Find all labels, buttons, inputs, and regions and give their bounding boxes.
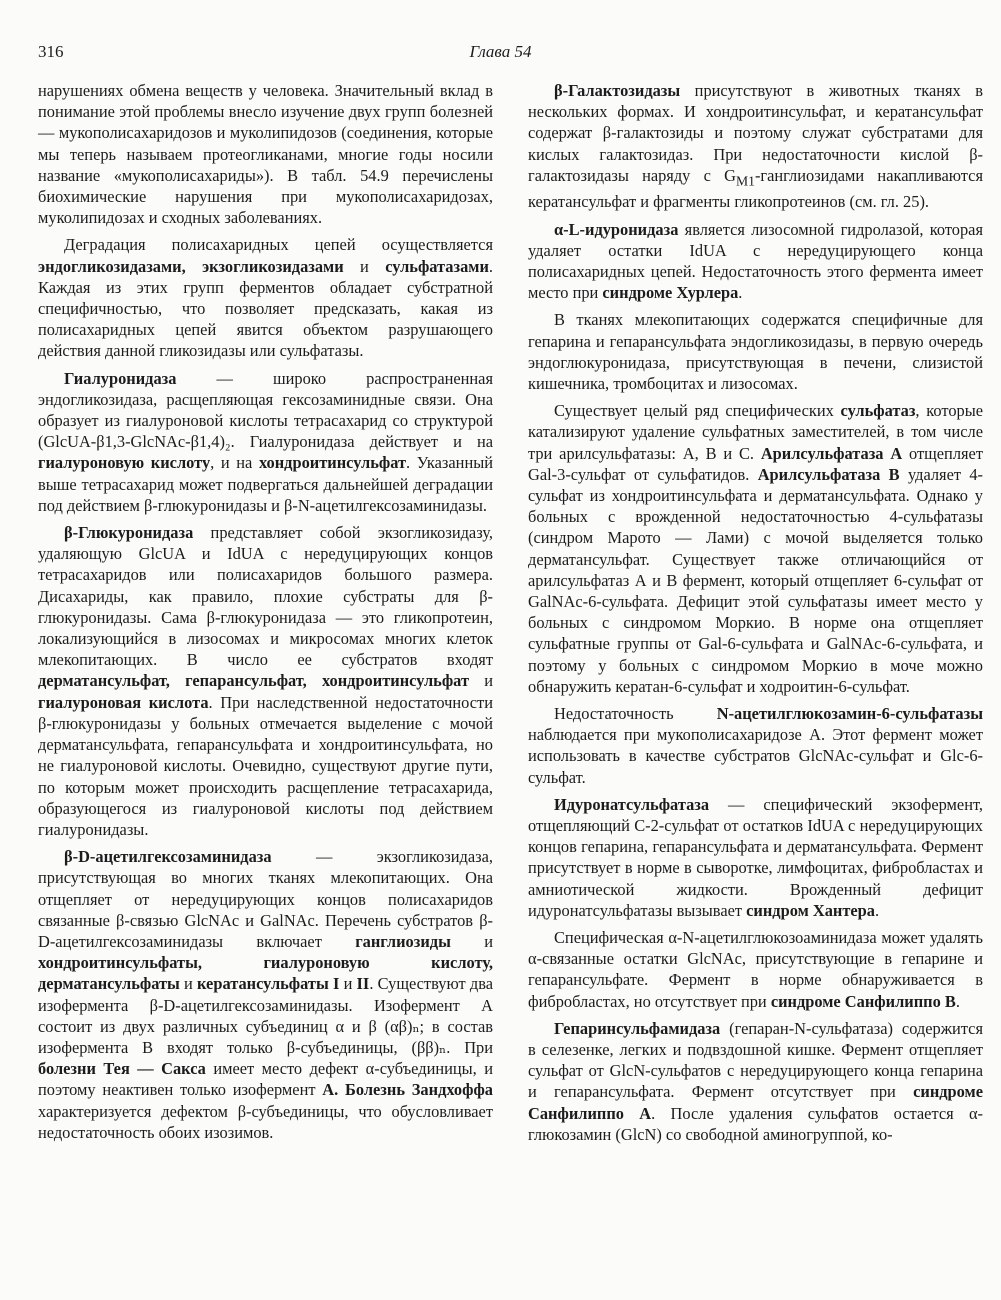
- paragraph: Гепаринсульфамидаза (гепаран-N-сульфатаза) содержится в селезенке, легких и подвздошной кишке. Фермент отщепляет сульфат от GlcN-сульфатов с нередуцирующего конца гепарина и гепарансульфата. Фермент отсутствует при синдроме Санфилиппо А. После удаления сульфатов остается α-глюкозамин (GlcN) со свободной аминогруппой, ко-: [528, 1018, 983, 1144]
- term-bold: синдроме Санфилиппо В: [770, 991, 956, 1011]
- term-bold: N-ацетилглюкозамин-6-сульфатазы: [716, 703, 983, 723]
- term-bold: β-Глюкуронидаза: [64, 523, 194, 543]
- paragraph: Гиалуронидаза — широко распространенная эндогликозидаза, расщепляющая гексозаминидные связи. Она образует из гиалуроновой кислоты тетрасахарид со структурой (GlcUA-β1,3-GlcNAc-β1,4)₂. Гиалуронидаза действует и на гиалуроновую кислоту, и на хондроитинсульфат. Указанный выше тетрасахарид может подвергаться дальнейшей деградации под действием β-глюкуронидазы и β-N-ацетилгексозаминидазы.: [38, 368, 493, 515]
- paragraph: β-Глюкуронидаза представляет собой экзогликозидазу, удаляющую GlcUA и IdUA с нередуцирующих концов тетрасахаридов или полисахаридов большого размера. Дисахариды, как правило, плохие субстраты для β-глюкуронидазы. Сама β-глюкуронидаза — это гликопротеин, локализующийся в лизосомах и микросомах многих клеток млекопитающих. В число ее субстратов входят дерматансульфат, гепарансульфат, хондроитинсульфат и гиалуроновая кислота. При наследственной недостаточности β-глюкуронидазы у больных отмечается выделение с мочой дерматансульфата, гепарансульфата и хондроитинсульфата, но не гиалуроновой кислоты. Очевидно, существуют другие пути, по которым может происходить расщепление тетрасахарида, образующегося из гиалуроновой кислоты под действием гиалуронидазы.: [38, 523, 493, 839]
- term-bold: хондроитинсульфат: [258, 453, 407, 473]
- term-bold: болезни Тея — Сакса: [38, 1059, 206, 1079]
- term-bold: хондроитинсульфаты, гиалуроновую кислоту, дерматансульфаты: [38, 953, 493, 994]
- term-bold: дерматансульфат, гепарансульфат, хондроитинсульфат: [38, 671, 470, 691]
- paragraph: β-Галактозидазы присутствуют в животных тканях в нескольких формах. И хондроитинсульфат, и кератансульфат содержат β-галактозиды и поэтому служат субстратами для кислых галактозидаз. При недостаточности кислой β-галактозидазы наряду с $G_{M1}$-ганглиозидами накапливаются кератансульфат и фрагменты гликопротеинов (см. гл. 25).: [528, 81, 983, 212]
- term-bold: β-Галактозидазы: [554, 81, 681, 100]
- paragraph: Недостаточность N-ацетилглюкозамин-6-сульфатазы наблюдается при мукополисахаридозе А. Этот фермент может использовать в качестве субстратов GlcNAc-сульфат и Glc-6-сульфат.: [528, 703, 983, 787]
- left-column: [38, 80, 493, 1149]
- term-bold: кератансульфаты I: [197, 974, 340, 994]
- paragraph: Идуронатсульфатаза — специфический экзофермент, отщепляющий С-2-сульфат от остатков IdUA с нередуцирующих концов гепарина, гепарансульфата и дерматансульфата. Фермент присутствует в норме в сыворотке, лимфоцитах, фибробластах и амниотической жидкости. Врожденный дефицит идуронатсульфатазы вызывает синдром Хантера.: [528, 794, 983, 920]
- term-bold: β-D-ацетилгексозаминидаза: [64, 847, 272, 867]
- paragraph: β-D-ацетилгексозаминидаза — экзогликозидаза, присутствующая во многих тканях млекопитающих. Она отщепляет от нередуцирующих концов полисахаридов связанные β-связью GlcNAc и GalNAc. Перечень субстратов β-D-ацетилгексозаминидазы включает ганглиозиды и хондроитинсульфаты, гиалуроновую кислоту, дерматансульфаты и кератансульфаты I и II. Существуют два изофермента β-D-ацетилгексозаминидазы. Изофермент А состоит из двух различных субъединиц α и β (αβ)ₙ; в состав изофермента В входят только β-субъединицы, (ββ)ₙ. При болезни Тея — Сакса имеет место дефект α-субъединицы, и поэтому неактивен только изофермент А. Болезнь Зандхоффа характеризуется дефектом β-субъединицы, что обусловливает недостаточность обоих изозимов.: [38, 847, 493, 1142]
- right-column: [528, 80, 983, 1151]
- paragraph: Специфическая α-N-ацетилглюкозоаминидаза может удалять α-связанные остатки GlcNAc, присутствующие в гепарине и гепарансульфате. Фермент в норме обнаруживается в фибробластах, но отсутствует при синдроме Санфилиппо В.: [528, 928, 983, 1011]
- term-bold: синдроме Хурлера: [602, 283, 739, 303]
- page-number: 316: [38, 42, 64, 61]
- page-header: [0, 42, 1001, 66]
- term-bold: гиалуроновую кислоту: [38, 453, 211, 473]
- running-title: Глава 54: [469, 42, 532, 61]
- paragraph: α-L-идуронидаза является лизосомной гидролазой, которая удаляет остатки IdUA с нередуцирующего конца полисахаридных цепей. Недостаточность этого фермента имеет место при синдроме Хурлера.: [528, 219, 983, 303]
- term-bold: Арилсульфатаза В: [757, 464, 900, 484]
- term-bold: А. Болезнь Зандхоффа: [322, 1080, 493, 1100]
- term-bold: II: [356, 974, 370, 994]
- term-bold: Идуронатсульфатаза: [554, 794, 710, 814]
- paragraph: Деградация полисахаридных цепей осуществляется эндогликозидазами, экзогликозидазами и сульфатазами. Каждая из этих групп ферментов обладает субстратной специфичностью, что позволяет предсказать, какая из полисахаридных цепей явится объектом разрушающего действия данной гликозидазы или сульфатазы.: [38, 235, 494, 361]
- term-bold: Арилсульфатаза А: [760, 443, 903, 463]
- term-bold: гиалуроновая кислота: [38, 692, 209, 712]
- term-bold: Гепаринсульфамидаза: [554, 1018, 721, 1038]
- term-bold: ганглиозиды: [355, 931, 451, 951]
- term-bold: Гиалуронидаза: [64, 368, 177, 388]
- term-bold: синдроме Санфилиппо А: [528, 1082, 983, 1123]
- term-bold: эндогликозидазами, экзогликозидазами: [38, 256, 344, 276]
- term-bold: сульфатаз: [840, 401, 916, 421]
- term-bold: сульфатазами: [385, 256, 489, 276]
- paragraph: нарушениях обмена веществ у человека. Значительный вклад в понимание этой проблемы внесло изучение двух групп болезней — мукополисахаридозов и муколипидозов (соединения, которые мы теперь называем протеогликанами, многие годы носили название «мукополисахариды»). В табл. 54.9 перечислены биохимические нарушения при мукополисахаридозах, муколипидозах и сходных заболеваниях.: [38, 81, 493, 228]
- term-bold: синдром Хантера: [746, 900, 875, 920]
- subscript: M1: [735, 173, 755, 189]
- paragraph: Существует целый ряд специфических сульфатаз, которые катализируют удаление сульфатных заместителей, в том числе три арилсульфатазы: А, В и С. Арилсульфатаза А отщепляет Gal-3-сульфат от сульфатидов. Арилсульфатаза В удаляет 4-сульфат из хондроитинсульфата и дерматансульфата. Однако у больных с врожденной недостаточностью 4-сульфатазы (синдром Марото — Лами) с мочой выделяется только дерматансульфат. Существует также отличающийся от арилсульфатаз А и В фермент, который отщепляет 6-сульфат от GalNAc-6-сульфата. Дефицит этой сульфатазы имеет место у больных с синдромом Моркио. В норме она отщепляет сульфатные группы от Gal-6-сульфата и GalNAc-6-сульфата, и поэтому у больных с синдромом Моркио в моче можно обнаружить кератан-6-сульфат и ходроитин-6-сульфат.: [528, 401, 983, 696]
- term-bold: α-L-идуронидаза: [554, 219, 679, 239]
- paragraph: В тканях млекопитающих содержатся специфичные для гепарина и гепарансульфата эндогликозидазы, в первую очередь эндоглюкуронидаза, присутствующая в печени, слизистой кишечника, тромбоцитах и лизосомах.: [528, 310, 983, 393]
